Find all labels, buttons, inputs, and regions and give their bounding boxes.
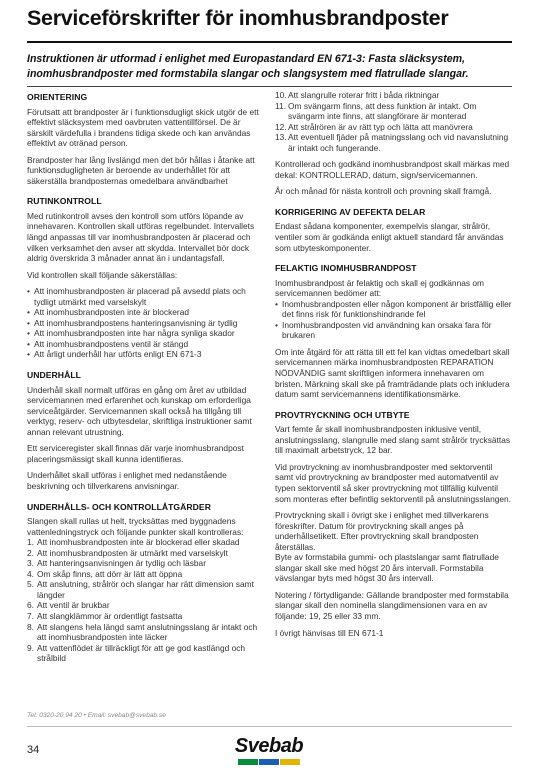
paragraph: Med rutinkontroll avses den kontroll som utförs löpande av innehavaren. Kontrollen skall utföras regelbundet. Intervallets längd anpassas till var inomhusbrandposten är placerad och vilken verksamhet den avser att skydda. Intervallet bör dock aldrig överskrida 3 månader annat än i undantagsfall. bbox=[27, 210, 255, 264]
item-number: 9. bbox=[27, 642, 34, 653]
paragraph: Vid provtryckning av inomhusbrandposter med sektorventil samt vid provtryckning av brandposter med automatventil av typen sektorventil så sker provtryckning mot tillfällig kulventil som monteras efter befintlig sektorventil på anslutningsslangen. bbox=[275, 461, 512, 504]
list-item bbox=[27, 558, 259, 569]
list-item bbox=[27, 569, 259, 580]
item-number: 12. bbox=[275, 121, 287, 132]
paragraph: Byte av formstabila gummi- och plastslangar samt flatrullade slangar skall ske med högst 20 års intervall. Formstabila vävslangar byts med högst 30 års intervall. bbox=[275, 552, 499, 584]
item-text: Att slangens hela längd samt anslutningsslang är intakt och att inomhusbrandposten inte läcker bbox=[37, 621, 258, 643]
item-text: Att slangrulle roterar fritt i båda riktningar bbox=[288, 90, 440, 100]
paragraph: Underhållet skall utföras i enlighet med nedanstående beskrivning och tillverkarens anvisningar. bbox=[27, 470, 227, 491]
paragraph: Förutsatt att brandposter är i funktionsdugligt skick utgör de ett effektivt släcksystem med oavbruten vattentillförsel. De är särskilt värdefulla i brandens tidiga skede och kan användas effektivt av otränad person. bbox=[27, 106, 259, 149]
list-item: • Att inomhusbrandposten är placerad på avsedd plats och tydligt utmärkt med varselskylt bbox=[27, 286, 259, 307]
item-number: 2. bbox=[27, 547, 34, 558]
paragraph: År och månad för nästa kontroll och provning skall framgå. bbox=[275, 186, 492, 197]
list-item bbox=[27, 600, 259, 611]
list-item: • Att inomhusbrandposten inte har några synliga skador bbox=[27, 328, 259, 339]
paragraph: Inomhusbrandpost är felaktig och skall ej godkännas om servicemannen bedömer att: bbox=[275, 277, 485, 299]
numbered-list bbox=[27, 537, 259, 664]
item-number: 10. bbox=[275, 90, 287, 100]
list-item bbox=[27, 622, 259, 643]
paragraph: Vid kontrollen skall följande säkerställas: bbox=[27, 269, 178, 280]
logo-wordmark: Svebab bbox=[234, 735, 304, 757]
checklist bbox=[27, 286, 259, 360]
paragraph: Om inte åtgärd för att rätta till ett fel kan vidtas omedelbart skall servicemannen märka inomhusbrandposten REPARATION NÖDVÄNDIG samt skriftligen informera innehavaren om bristen. Märkning skall ske på framträdande plats och inkludera datum samt servicemannens identifikationsmärke. bbox=[275, 346, 510, 400]
list-item: • Att årligt underhåll har utförts enligt EN 671-3 bbox=[27, 349, 259, 360]
section-heading-atgarder: UNDERHÅLLS- OCH KONTROLLÅTGÄRDER bbox=[27, 501, 211, 512]
defect-list bbox=[275, 299, 512, 341]
section-heading-orientering: ORIENTERING bbox=[27, 92, 88, 102]
svebab-logo bbox=[224, 735, 314, 767]
footer-divider bbox=[27, 726, 512, 727]
item-number: 4. bbox=[27, 568, 34, 579]
list-item bbox=[27, 611, 259, 622]
item-number: 3. bbox=[27, 558, 34, 569]
list-item: • Inomhusbrandposten vid användning kan orsaka fara för brukaren bbox=[275, 320, 512, 341]
logo-stripes-icon bbox=[238, 759, 300, 765]
item-text: Att vattenflödet är tillräckligt för att ge god kastlängd och strålbild bbox=[37, 642, 246, 664]
paragraph: Ett serviceregister skall finnas där varje inomhusbrandpost placeringsmässigt skall kunna identifieras. bbox=[27, 443, 244, 464]
intro-text: Instruktionen är utformad i enlighet med Europastandard EN 671-3: Fasta släcksystem, inomhusbrandposter med formstabila slangar och slangsystem med flatrullade slangar. bbox=[27, 53, 469, 80]
paragraph: Slangen skall rullas ut helt, trycksättas med byggnadens vattenledningstryck och följande punkter skall kontrolleras: bbox=[27, 516, 244, 537]
item-text: Att inomhusbrandposten inte är blockerad eller skadad bbox=[37, 537, 240, 548]
item-number: 1. bbox=[27, 537, 34, 548]
paragraph: Kontrollerad och godkänd inomhusbrandpost skall märkas med dekal: KONTROLLERAD, datum, sign/servicemannen. bbox=[275, 159, 510, 180]
paragraph: Brandposter har lång livslängd men det bör hållas i åtanke att funktionsdugligheten är beroende av underhållet för att säkerställa brandposternas omedelbara användbarhet bbox=[27, 154, 255, 186]
numbered-list-continued bbox=[275, 90, 512, 153]
item-text: Om svängarm finns, att dess funktion är intakt. Om svängarm inte finns, att slangförare är monterad bbox=[288, 100, 477, 122]
section-heading-rutinkontroll: RUTINKONTROLL bbox=[27, 196, 102, 207]
section-heading-provtryckning: PROVTRYCKNING OCH UTBYTE bbox=[275, 409, 410, 420]
list-item bbox=[275, 132, 512, 153]
section-heading-korrigering: KORRIGERING AV DEFEKTA DELAR bbox=[275, 206, 426, 217]
paragraph: Notering / förtydligande: Gällande brandposter med formstabila slangar skall den nominella slangdimensionen vara en av följande: 19, 25 eller 33 mm. bbox=[275, 589, 509, 621]
item-number: 11. bbox=[275, 100, 287, 111]
paragraph: Endast sådana komponenter, exempelvis slangar, strålrör, ventiler som är godkända enligt aktuell standard får användas som utbyteskomponenter. bbox=[275, 221, 504, 253]
page-number: 34 bbox=[27, 744, 40, 756]
list-item bbox=[275, 90, 512, 101]
item-text: Att inomhusbrandposten är utmärkt med varselskylt bbox=[37, 547, 228, 558]
item-text: Att strålrören är av rätt typ och lätta att manövrera bbox=[288, 121, 473, 132]
item-number: 5. bbox=[27, 579, 34, 590]
list-item bbox=[27, 643, 259, 664]
title-divider bbox=[27, 41, 512, 43]
item-number: 7. bbox=[27, 610, 34, 621]
item-number: 6. bbox=[27, 600, 34, 611]
footer-contact: Tel. 0320-20 94 20 • Email: svebab@svebab.se bbox=[27, 712, 166, 719]
section-heading-felaktig: FELAKTIG INOMHUSBRANDPOST bbox=[275, 263, 417, 274]
paragraph: Vart femte år skall inomhusbrandposten inklusive ventil, anslutningsslang, slangrulle med slang samt strålrör trycksättas till maximalt arbetstryck, 12 bar. bbox=[275, 424, 511, 456]
item-text: Att slangklämmor är ordentligt fastsatta bbox=[37, 610, 183, 621]
intro-divider bbox=[27, 86, 512, 87]
list-item bbox=[275, 122, 512, 133]
item-text: Att eventuell fjäder på matningsslang och vid navanslutning är intakt och fungerande. bbox=[288, 132, 509, 153]
item-number: 13. bbox=[275, 132, 287, 143]
list-item bbox=[275, 101, 512, 122]
list-item bbox=[27, 548, 259, 559]
list-item bbox=[27, 579, 259, 600]
list-item: • Att inomhusbrandposten inte är blockerad bbox=[27, 307, 259, 318]
item-text: Att hanteringsanvisningen är tydlig och läsbar bbox=[37, 558, 206, 569]
section-heading-underhall: UNDERHÅLL bbox=[27, 370, 81, 381]
item-text: Om skåp finns, att dörr är lätt att öppna bbox=[37, 568, 183, 579]
item-text: Att ventil är brukbar bbox=[37, 600, 110, 611]
list-item: • Inomhusbrandposten eller någon komponent är bristfällig eller det finns risk för funktionshindrande fel bbox=[275, 299, 512, 320]
list-item: • Att inomhusbrandpostens ventil är stängd bbox=[27, 339, 259, 350]
list-item bbox=[27, 537, 259, 548]
right-column bbox=[275, 90, 512, 644]
left-column bbox=[27, 92, 259, 670]
paragraph: Underhåll skall normalt utföras en gång om året av utbildad servicemannen med erfarenhet och kunskap om erforderliga serviceåtgärder. Servicemannen skall också ha tillgång till verktyg, reserv- och utbytesdelar, skriftliga instruktioner samt annan relevant utrustning. bbox=[27, 384, 252, 437]
item-text: Att anslutning, strålrör och slangar har rätt dimension samt längder bbox=[37, 579, 254, 600]
paragraph: Provtryckning skall i övrigt ske i enlighet med tillverkarens föreskrifter. Datum för provtryckning skall anges på underhållsetikett. Efter provtryckning skall brandposten återställas. bbox=[275, 510, 489, 552]
item-number: 8. bbox=[27, 621, 34, 632]
paragraph: I övrigt hänvisas till EN 671-1 bbox=[275, 627, 384, 638]
page-title: Serviceförskrifter för inomhusbrandposter bbox=[27, 6, 449, 30]
list-item: • Att inomhusbrandpostens hanteringsanvisning är tydlig bbox=[27, 318, 259, 329]
